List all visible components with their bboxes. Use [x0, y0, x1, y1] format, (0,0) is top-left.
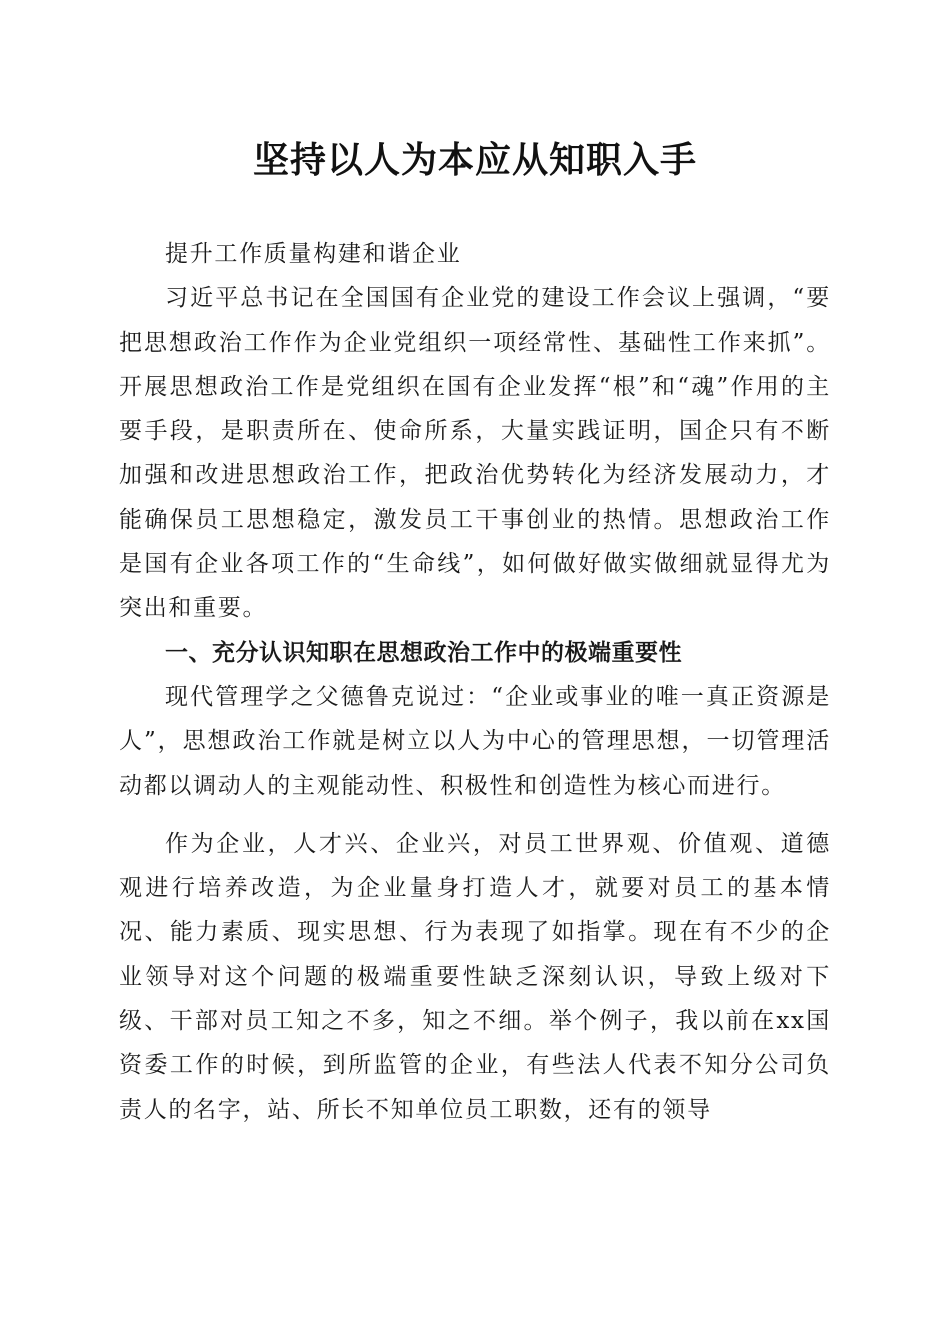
document-subtitle: 提升工作质量构建和谐企业 — [165, 241, 462, 267]
paragraph-enterprise-talent: 作为企业，人才兴、企业兴，对员工世界观、价值观、道德观进行培养改造，为企业量身打造人才，就要对员工的基本情况、能力素质、现实思想、行为表现了如指掌。现在有不少的企业领导对这个问题的极端重要性缺乏深刻认识，导致上级对下级、干部对员工知之不多，知之不细。举个例子，我以前在xx国资委工作的时候，到所监管的企业，有些法人代表不知分公司负责人的名字，站、所长不知单位员工职数，还有的领导 — [119, 830, 831, 1123]
paragraph-drucker-quote: 现代管理学之父德鲁克说过：“企业或事业的唯一真正资源是人”，思想政治工作就是树立以人为中心的管理思想，一切管理活动都以调动人的主观能动性、积极性和创造性为核心而进行。 — [119, 683, 831, 799]
document-title: 坚持以人为本应从知职入手 — [252, 139, 697, 181]
section-heading: 一、充分认识知职在思想政治工作中的极端重要性 — [165, 639, 682, 666]
paragraph-intro: 习近平总书记在全国国有企业党的建设工作会议上强调，“要把思想政治工作作为企业党组织一项经常性、基础性工作来抓”。开展思想政治工作是党组织在国有企业发挥“根”和“魂”作用的主要手段，是职责所在、使命所系，大量实践证明，国企只有不断加强和改进思想政治工作，把政治优势转化为经济发展动力，才能确保员工思想稳定，激发员工干事创业的热情。思想政治工作是国有企业各项工作的“生命线”，如何做好做实做细就显得尤为突出和重要。 — [119, 285, 831, 622]
document-body — [119, 232, 831, 1132]
